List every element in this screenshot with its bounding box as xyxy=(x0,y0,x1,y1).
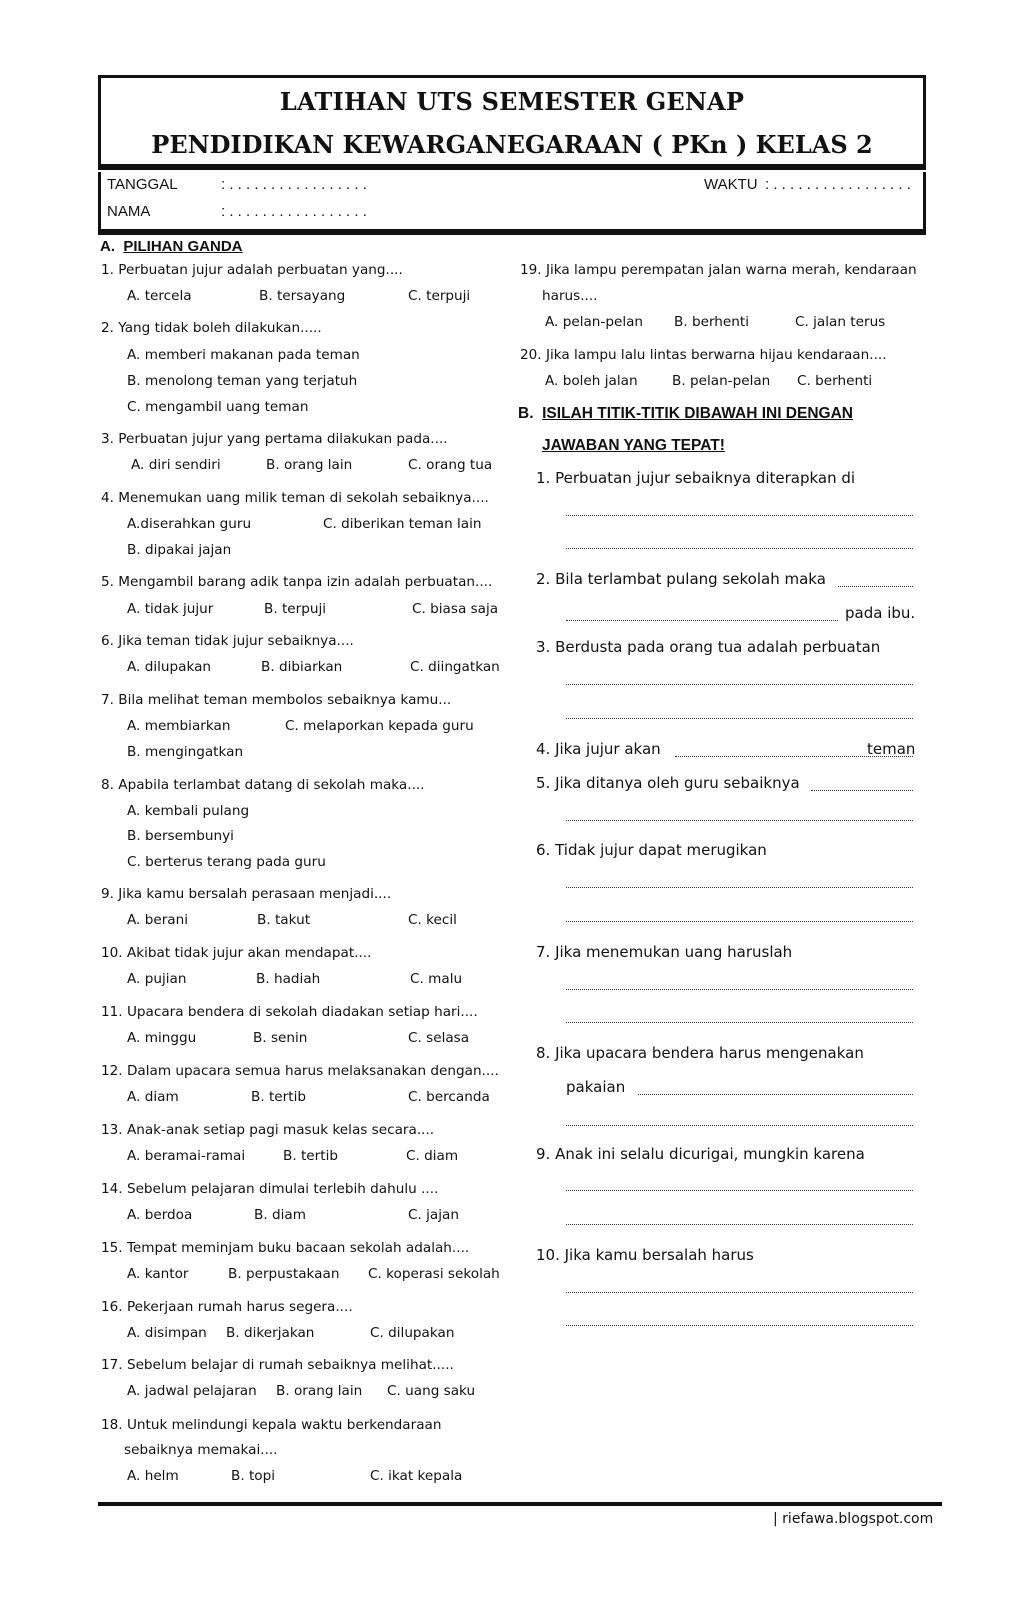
waktu-label: WAKTU xyxy=(704,176,758,193)
answer-option[interactable]: A. dilupakan xyxy=(127,659,212,675)
question-stem: 11. Upacara bendera di sekolah diadakan setiap hari.... xyxy=(101,1004,478,1020)
answer-option[interactable]: C. orang tua xyxy=(408,457,493,473)
section-b-title-line1: ISILAH TITIK-TITIK DIBAWAH INI DENGAN xyxy=(542,405,853,422)
answer-option[interactable]: A. boleh jalan xyxy=(545,373,638,389)
answer-blank[interactable] xyxy=(838,586,913,587)
answer-option[interactable]: A. diri sendiri xyxy=(131,457,221,473)
tanggal-label: TANGGAL xyxy=(107,176,178,193)
answer-option[interactable]: A. berani xyxy=(127,912,189,928)
answer-option[interactable]: A. kembali pulang xyxy=(127,803,250,819)
answer-option[interactable]: C. bercanda xyxy=(408,1089,490,1105)
nama-field[interactable]: : . . . . . . . . . . . . . . . . . xyxy=(221,203,367,220)
answer-option[interactable]: B. pelan-pelan xyxy=(672,373,771,389)
essay-question: 2. Bila terlambat pulang sekolah maka xyxy=(536,570,826,588)
answer-option[interactable]: B. tertib xyxy=(251,1089,306,1105)
answer-blank[interactable] xyxy=(566,1325,913,1326)
worksheet-header xyxy=(98,75,926,170)
answer-option[interactable]: B. terpuji xyxy=(264,601,327,617)
question-stem: 12. Dalam upacara semua harus melaksanakan dengan.... xyxy=(101,1063,499,1079)
answer-option[interactable]: C. malu xyxy=(410,971,463,987)
answer-option[interactable]: B. hadiah xyxy=(256,971,321,987)
answer-option[interactable]: B. tertib xyxy=(283,1148,338,1164)
tanggal-field[interactable]: : . . . . . . . . . . . . . . . . . xyxy=(221,176,367,193)
footer-credit: | riefawa.blogspot.com xyxy=(773,1511,934,1527)
essay-question: 3. Berdusta pada orang tua adalah perbuatan xyxy=(536,638,881,656)
answer-option[interactable]: B. dibiarkan xyxy=(261,659,343,675)
answer-option[interactable]: A. kantor xyxy=(127,1266,189,1282)
answer-blank[interactable] xyxy=(566,548,913,549)
question-stem: 7. Bila melihat teman membolos sebaiknya kamu... xyxy=(101,692,452,708)
essay-question-tail: pada ibu. xyxy=(845,604,916,622)
section-a-title: PILIHAN GANDA xyxy=(123,238,243,255)
answer-option[interactable]: C. jajan xyxy=(408,1207,459,1223)
question-stem: 10. Akibat tidak jujur akan mendapat.... xyxy=(101,945,372,961)
nama-label: NAMA xyxy=(107,203,151,220)
answer-blank[interactable] xyxy=(566,1022,913,1023)
answer-option[interactable]: C. jalan terus xyxy=(795,314,886,330)
answer-option[interactable]: B. takut xyxy=(257,912,311,928)
answer-blank[interactable] xyxy=(566,921,913,922)
header-divider xyxy=(98,164,926,170)
answer-option[interactable]: B. dipakai jajan xyxy=(127,542,232,558)
answer-option[interactable]: A. membiarkan xyxy=(127,718,231,734)
answer-option[interactable]: C. kecil xyxy=(408,912,457,928)
answer-option[interactable]: A. minggu xyxy=(127,1030,197,1046)
question-stem: 8. Apabila terlambat datang di sekolah maka.... xyxy=(101,777,425,793)
section-b-heading xyxy=(518,405,853,423)
answer-blank[interactable] xyxy=(811,790,913,791)
essay-question: 10. Jika kamu bersalah harus xyxy=(536,1246,754,1264)
answer-blank[interactable] xyxy=(566,820,913,821)
question-stem: 15. Tempat meminjam buku bacaan sekolah adalah.... xyxy=(101,1240,470,1256)
answer-option[interactable]: A. berdoa xyxy=(127,1207,193,1223)
answer-option[interactable]: B. perpustakaan xyxy=(228,1266,340,1282)
section-a-heading xyxy=(100,238,243,255)
answer-option[interactable]: B. diam xyxy=(254,1207,306,1223)
answer-option[interactable]: C. berterus terang pada guru xyxy=(127,854,326,870)
answer-option[interactable]: B. orang lain xyxy=(276,1383,363,1399)
essay-question: 7. Jika menemukan uang haruslah xyxy=(536,943,793,961)
answer-option[interactable]: C. biasa saja xyxy=(412,601,499,617)
answer-option[interactable]: C. selasa xyxy=(408,1030,470,1046)
answer-option[interactable]: B. mengingatkan xyxy=(127,744,244,760)
question-stem: 16. Pekerjaan rumah harus segera.... xyxy=(101,1299,353,1315)
question-stem: 4. Menemukan uang milik teman di sekolah sebaiknya.... xyxy=(101,490,489,506)
answer-option[interactable]: A. disimpan xyxy=(127,1325,207,1341)
title-line-1: LATIHAN UTS SEMESTER GENAP xyxy=(279,87,745,116)
answer-blank[interactable] xyxy=(566,620,838,621)
answer-option[interactable]: C. melaporkan kepada guru xyxy=(285,718,474,734)
essay-question: 1. Perbuatan jujur sebaiknya diterapkan di xyxy=(536,469,856,487)
question-stem-continuation: harus.... xyxy=(542,288,598,304)
question-stem: 2. Yang tidak boleh dilakukan..... xyxy=(101,320,322,336)
answer-option[interactable]: C. koperasi sekolah xyxy=(368,1266,500,1282)
answer-option[interactable]: A. beramai-ramai xyxy=(127,1148,246,1164)
answer-blank[interactable] xyxy=(566,684,913,685)
answer-option[interactable]: A.diserahkan guru xyxy=(127,516,252,532)
answer-option[interactable]: C. dilupakan xyxy=(370,1325,455,1341)
essay-question: 5. Jika ditanya oleh guru sebaiknya xyxy=(536,774,800,792)
answer-blank[interactable] xyxy=(638,1094,913,1095)
answer-option[interactable]: B. berhenti xyxy=(674,314,750,330)
answer-option[interactable]: C. diberikan teman lain xyxy=(323,516,482,532)
answer-option[interactable]: B. senin xyxy=(253,1030,308,1046)
answer-option[interactable]: A. memberi makanan pada teman xyxy=(127,347,360,363)
section-a-marker: A. xyxy=(100,238,115,255)
answer-option[interactable]: C. uang saku xyxy=(387,1383,476,1399)
answer-blank[interactable] xyxy=(566,1125,913,1126)
essay-question-tail: teman xyxy=(867,740,916,758)
question-stem: 13. Anak-anak setiap pagi masuk kelas secara.... xyxy=(101,1122,435,1138)
question-stem-continuation: sebaiknya memakai.... xyxy=(124,1442,278,1458)
answer-blank[interactable] xyxy=(566,989,913,990)
question-stem: 3. Perbuatan jujur yang pertama dilakukan pada.... xyxy=(101,431,448,447)
answer-blank[interactable] xyxy=(566,515,913,516)
question-stem: 6. Jika teman tidak jujur sebaiknya.... xyxy=(101,633,354,649)
question-stem: 9. Jika kamu bersalah perasaan menjadi.... xyxy=(101,886,392,902)
question-stem: 18. Untuk melindungi kepala waktu berkendaraan xyxy=(101,1417,442,1433)
answer-option[interactable]: A. helm xyxy=(127,1468,179,1484)
answer-blank[interactable] xyxy=(566,718,913,719)
question-stem: 14. Sebelum pelajaran dimulai terlebih dahulu .... xyxy=(101,1181,439,1197)
answer-option[interactable]: C. diam xyxy=(406,1148,459,1164)
answer-option[interactable]: A. tidak jujur xyxy=(127,601,214,617)
waktu-field[interactable]: : . . . . . . . . . . . . . . . . . xyxy=(765,176,911,193)
answer-blank[interactable] xyxy=(566,1190,913,1191)
answer-option[interactable]: B. tersayang xyxy=(259,288,346,304)
answer-option[interactable]: A. pelan-pelan xyxy=(545,314,644,330)
question-stem: 19. Jika lampu perempatan jalan warna merah, kendaraan xyxy=(520,262,917,278)
section-b-marker: B. xyxy=(518,405,534,422)
essay-question-line2: pakaian xyxy=(566,1078,626,1096)
answer-blank[interactable] xyxy=(566,1292,913,1293)
footer-rule xyxy=(98,1502,942,1506)
answer-option[interactable]: A. diam xyxy=(127,1089,179,1105)
answer-option[interactable]: B. dikerjakan xyxy=(226,1325,315,1341)
section-b-title-line2: JAWABAN YANG TEPAT! xyxy=(542,437,725,454)
question-stem: 17. Sebelum belajar di rumah sebaiknya melihat..... xyxy=(101,1357,454,1373)
title-line-2: PENDIDIKAN KEWARGANEGARAAN ( PKn ) KELAS 2 xyxy=(151,130,873,159)
essay-question: 8. Jika upacara bendera harus mengenakan xyxy=(536,1044,864,1062)
answer-option[interactable]: B. menolong teman yang terjatuh xyxy=(127,373,358,389)
answer-option[interactable]: C. diingatkan xyxy=(410,659,500,675)
question-stem: 1. Perbuatan jujur adalah perbuatan yang.... xyxy=(101,262,403,278)
essay-question: 4. Jika jujur akan xyxy=(536,740,661,758)
answer-option[interactable]: B. orang lain xyxy=(266,457,353,473)
identity-divider xyxy=(98,229,926,235)
answer-option[interactable]: B. topi xyxy=(231,1468,276,1484)
answer-option[interactable]: A. jadwal pelajaran xyxy=(127,1383,257,1399)
answer-blank[interactable] xyxy=(566,1224,913,1225)
answer-option[interactable]: C. terpuji xyxy=(408,288,471,304)
answer-option[interactable]: A. tercela xyxy=(127,288,192,304)
question-stem: 20. Jika lampu lalu lintas berwarna hijau kendaraan.... xyxy=(520,347,887,363)
answer-blank[interactable] xyxy=(566,887,913,888)
identity-box xyxy=(98,172,926,230)
essay-question: 6. Tidak jujur dapat merugikan xyxy=(536,841,767,859)
answer-option[interactable]: C. berhenti xyxy=(797,373,873,389)
essay-question: 9. Anak ini selalu dicurigai, mungkin karena xyxy=(536,1145,865,1163)
answer-option[interactable]: C. mengambil uang teman xyxy=(127,399,309,415)
question-stem: 5. Mengambil barang adik tanpa izin adalah perbuatan.... xyxy=(101,574,493,590)
answer-option[interactable]: C. ikat kepala xyxy=(370,1468,463,1484)
answer-option[interactable]: B. bersembunyi xyxy=(127,828,234,844)
answer-option[interactable]: A. pujian xyxy=(127,971,187,987)
